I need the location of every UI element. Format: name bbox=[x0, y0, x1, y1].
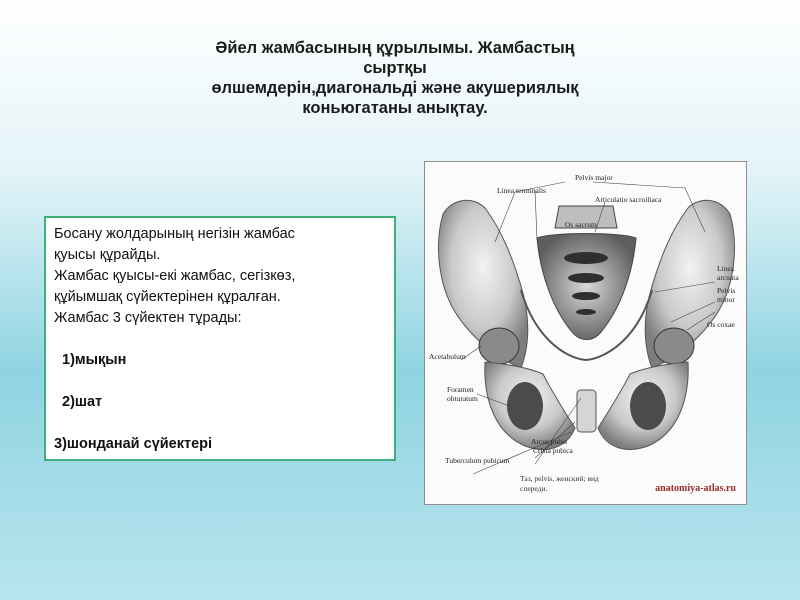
title-line: Әйел жамбасының құрылымы. Жамбастың bbox=[215, 39, 575, 57]
title-line: өлшемдерін,диагональді және акушериялық bbox=[211, 79, 579, 97]
right-obturator-foramen bbox=[630, 382, 666, 430]
label-pelvis: Pelvis bbox=[717, 286, 736, 295]
text-line: Жамбас 3 сүйектен тұрады: bbox=[54, 310, 242, 326]
label-linea: Linea bbox=[717, 264, 735, 273]
label-arcus-pubis: Arcus pubis bbox=[531, 437, 568, 446]
text-box bbox=[44, 216, 396, 461]
label-minor: minor bbox=[717, 295, 735, 304]
pubic-symphysis bbox=[577, 390, 596, 432]
left-acetabulum bbox=[479, 328, 519, 364]
pelvis-illustration bbox=[424, 161, 747, 505]
label-crista-pubica: Crista pubica bbox=[533, 446, 573, 455]
left-obturator-foramen bbox=[507, 382, 543, 430]
label-acetabulum: Acetabulum bbox=[429, 352, 466, 361]
spacer bbox=[54, 329, 386, 350]
label-articulatio-sacroiliaca: Articulatio sacroiliaca bbox=[595, 195, 662, 204]
slide-title bbox=[150, 38, 640, 118]
label-obturatum: obturatum bbox=[447, 394, 478, 403]
title-line: сыртқы bbox=[363, 59, 427, 77]
right-acetabulum bbox=[654, 328, 694, 364]
list-item-pubis: 2)шат bbox=[62, 394, 103, 410]
text-line: Жамбас қуысы-екі жамбас, сегізкөз, bbox=[54, 268, 296, 284]
caption-line: спереди. bbox=[520, 484, 548, 493]
pelvis-drawing bbox=[425, 162, 747, 505]
label-os-coxae: Os coxae bbox=[707, 320, 735, 329]
spacer bbox=[54, 413, 386, 434]
spacer bbox=[54, 371, 386, 392]
label-arcuata: arcuata bbox=[717, 273, 739, 282]
label-os-sacrum: Os sacrum bbox=[565, 220, 597, 229]
text-line: қуысы құрайды. bbox=[54, 247, 161, 263]
title-line: коньюгатаны анықтау. bbox=[302, 99, 488, 117]
sacrum bbox=[537, 234, 636, 340]
watermark: anatomiya-atlas.ru bbox=[655, 483, 736, 494]
list-item-ilium: 1)мықын bbox=[62, 352, 127, 368]
label-linea-terminalis: Linea terminalis bbox=[497, 186, 546, 195]
figure-caption bbox=[520, 474, 599, 494]
label-pelvis-major: Pelvis major bbox=[575, 173, 613, 182]
list-item-ischium: 3)шонданай сүйектері bbox=[54, 436, 213, 452]
caption-line: Таз, pelvis, женский; вид bbox=[520, 474, 599, 483]
label-tuberculum-pubicum: Tuberculum pubicum bbox=[445, 456, 510, 465]
text-line: құйымшақ сүйектерінен құралған. bbox=[54, 289, 281, 305]
label-foramen: Foramen bbox=[447, 385, 474, 394]
text-line: Босану жолдарының негізін жамбас bbox=[54, 226, 295, 242]
